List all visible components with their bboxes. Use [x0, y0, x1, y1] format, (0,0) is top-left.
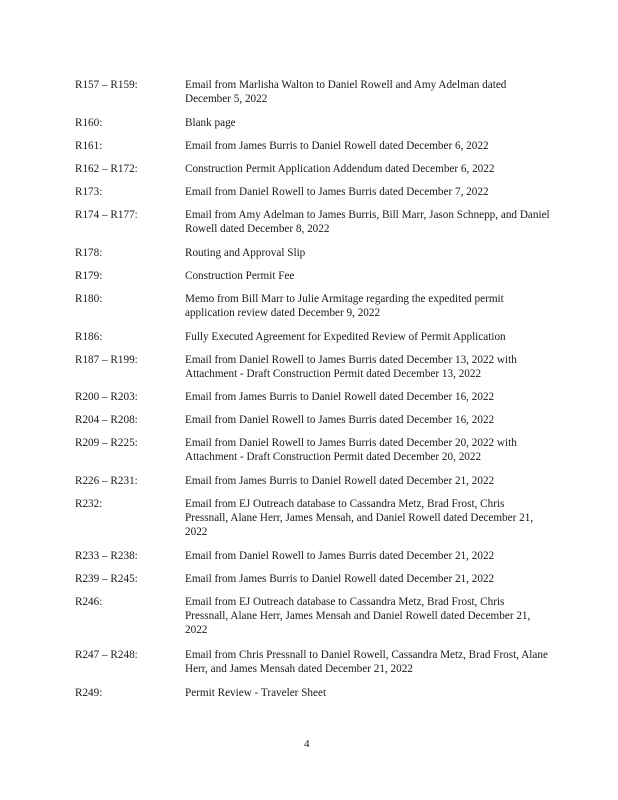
record-range: R247 – R248: — [75, 649, 138, 661]
record-description: Email from Marlisha Walton to Daniel Rowell and Amy Adelman dated December 5, 2022 — [185, 79, 507, 105]
record-description: Email from Daniel Rowell to James Burris dated December 16, 2022 — [185, 414, 495, 426]
record-description: Email from James Burris to Daniel Rowell dated December 16, 2022 — [185, 391, 495, 403]
record-description: Memo from Bill Marr to Julie Armitage regarding the expedited permit application review dated December 9, 2022 — [185, 293, 504, 319]
record-description: Email from Daniel Rowell to James Burris dated December 13, 2022 with Attachment - Draft Construction Permit dated December 13, 2022 — [185, 354, 517, 380]
record-description: Email from Daniel Rowell to James Burris dated December 21, 2022 — [185, 550, 495, 562]
record-description: Email from Daniel Rowell to James Burris dated December 7, 2022 — [185, 186, 489, 198]
record-range: R160: — [75, 117, 103, 129]
record-range: R186: — [75, 331, 103, 343]
record-range: R226 – R231: — [75, 475, 138, 487]
record-range: R239 – R245: — [75, 573, 138, 585]
record-description: Email from James Burris to Daniel Rowell dated December 21, 2022 — [185, 475, 495, 487]
record-description: Email from Amy Adelman to James Burris, Bill Marr, Jason Schnepp, and Daniel Rowell dated December 8, 2022 — [185, 209, 550, 235]
record-range: R249: — [75, 687, 103, 699]
record-description: Email from Daniel Rowell to James Burris dated December 20, 2022 with Attachment - Draft Construction Permit dated December 20, 2022 — [185, 437, 517, 463]
record-description: Email from Chris Pressnall to Daniel Rowell, Cassandra Metz, Brad Frost, Alane Herr, and James Mensah dated December 21, 2022 — [185, 649, 548, 675]
record-description: Permit Review - Traveler Sheet — [185, 687, 327, 699]
record-range: R180: — [75, 293, 103, 305]
page-number: 4 — [304, 738, 310, 750]
record-range: R157 – R159: — [75, 79, 138, 91]
record-range: R162 – R172: — [75, 163, 138, 175]
record-description: Email from James Burris to Daniel Rowell dated December 6, 2022 — [185, 140, 489, 152]
record-range: R187 – R199: — [75, 354, 138, 366]
record-range: R174 – R177: — [75, 209, 138, 221]
record-description: Fully Executed Agreement for Expedited Review of Permit Application — [185, 331, 506, 343]
record-range: R246: — [75, 596, 103, 608]
record-description: Email from EJ Outreach database to Cassandra Metz, Brad Frost, Chris Pressnall, Alane Herr, James Mensah, and Daniel Rowell dated December 21, 2022 — [185, 498, 534, 538]
record-range: R232: — [75, 498, 103, 510]
record-description: Email from EJ Outreach database to Cassandra Metz, Brad Frost, Chris Pressnall, Alane Herr, James Mensah and Daniel Rowell dated December 21, 2022 — [185, 596, 531, 636]
record-range: R204 – R208: — [75, 414, 138, 426]
record-range: R200 – R203: — [75, 391, 138, 403]
record-range: R179: — [75, 270, 103, 282]
record-range: R209 – R225: — [75, 437, 138, 449]
record-range: R233 – R238: — [75, 550, 138, 562]
record-description: Construction Permit Application Addendum dated December 6, 2022 — [185, 163, 495, 175]
record-description: Email from James Burris to Daniel Rowell dated December 21, 2022 — [185, 573, 495, 585]
record-range: R173: — [75, 186, 103, 198]
record-description: Blank page — [185, 117, 236, 129]
record-range: R161: — [75, 140, 103, 152]
record-range: R178: — [75, 247, 103, 259]
record-description: Construction Permit Fee — [185, 270, 295, 282]
record-description: Routing and Approval Slip — [185, 247, 306, 259]
